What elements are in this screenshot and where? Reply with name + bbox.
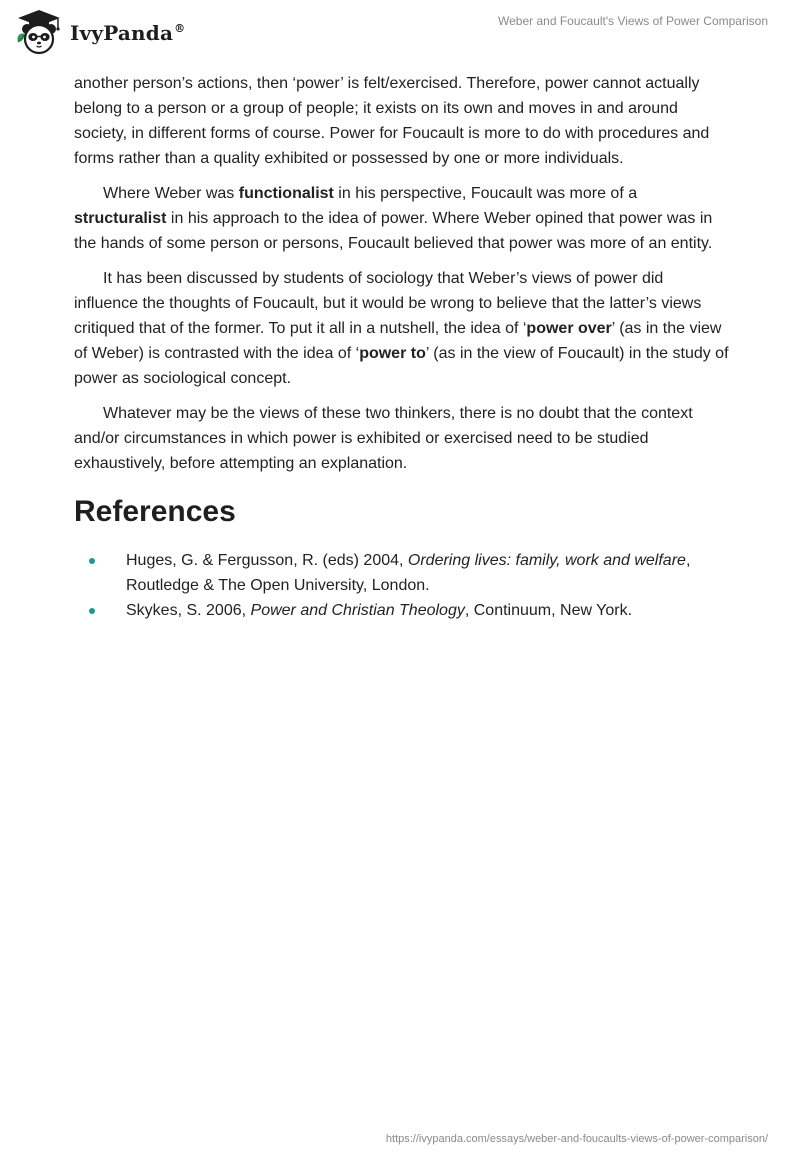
panda-graduate-icon	[14, 8, 64, 56]
term-functionalist: functionalist	[238, 185, 334, 202]
bullet-icon	[89, 558, 95, 564]
term-power-to: power to	[359, 345, 426, 362]
paragraph-3-text-a: It has been discussed by students of sociology that Weber’s views of power did influence the thoughts of Foucault, but it would be wrong to believe that the latter’s views critiqued that of the former. To put it all in a nutshell, the idea of ‘	[74, 270, 702, 337]
paragraph-3-text-c: ’ (as in the view of Weber) is contrasted with the idea of ‘	[74, 320, 722, 362]
reference-1-title: Ordering lives: family, work and welfare	[407, 552, 686, 569]
paragraph-3	[74, 266, 730, 391]
reference-1-publisher: , Routledge & The Open University, London.	[126, 552, 691, 594]
references-list	[74, 548, 730, 623]
source-url[interactable]: https://ivypanda.com/essays/weber-and-foucaults-views-of-power-comparison/	[385, 1133, 768, 1145]
reference-2-author: Skykes, S. 2006,	[126, 602, 251, 619]
brand-name: IvyPanda®	[70, 21, 186, 45]
reference-item	[74, 598, 730, 623]
page-header	[0, 0, 800, 60]
paragraph-2-text-a: Where Weber was	[103, 185, 239, 202]
ivypanda-logo[interactable]	[14, 8, 185, 56]
term-structuralist: structuralist	[74, 210, 167, 227]
paragraph-2-text-e: in his approach to the idea of power. Where Weber opined that power was in the hands of some person or persons, Foucault believed that power was more of an entity.	[74, 210, 713, 252]
essay-content	[74, 71, 730, 623]
reference-1-author: Huges, G. & Fergusson, R. (eds) 2004,	[126, 552, 408, 569]
paragraph-1: another person’s actions, then ‘power’ is felt/exercised. Therefore, power cannot actually belong to a person or a group of people; it exists on its own and moves in and around society, in different forms of course. Power for Foucault is more to do with procedures and forms rather than a quality exhibited or possessed by one or more individuals.	[74, 75, 710, 167]
registered-mark: ®	[174, 22, 186, 36]
reference-2-title: Power and Christian Theology	[250, 602, 465, 619]
document-title: Weber and Foucault's Views of Power Comparison	[498, 14, 768, 28]
paragraph-2	[74, 181, 730, 256]
paragraph-3-text-e: ’ (as in the view of Foucault) in the study of power as sociological concept.	[74, 345, 729, 387]
paragraph-4: Whatever may be the views of these two thinkers, there is no doubt that the context and/or circumstances in which power is exhibited or exercised need to be studied exhaustively, before attempting an explanation.	[74, 405, 693, 472]
bullet-icon	[89, 608, 95, 614]
reference-item	[74, 548, 730, 598]
paragraph-2-text-c: in his perspective, Foucault was more of a	[333, 185, 638, 202]
references-heading: References	[74, 495, 236, 528]
reference-2-publisher: , Continuum, New York.	[464, 602, 633, 619]
term-power-over: power over	[526, 320, 612, 337]
